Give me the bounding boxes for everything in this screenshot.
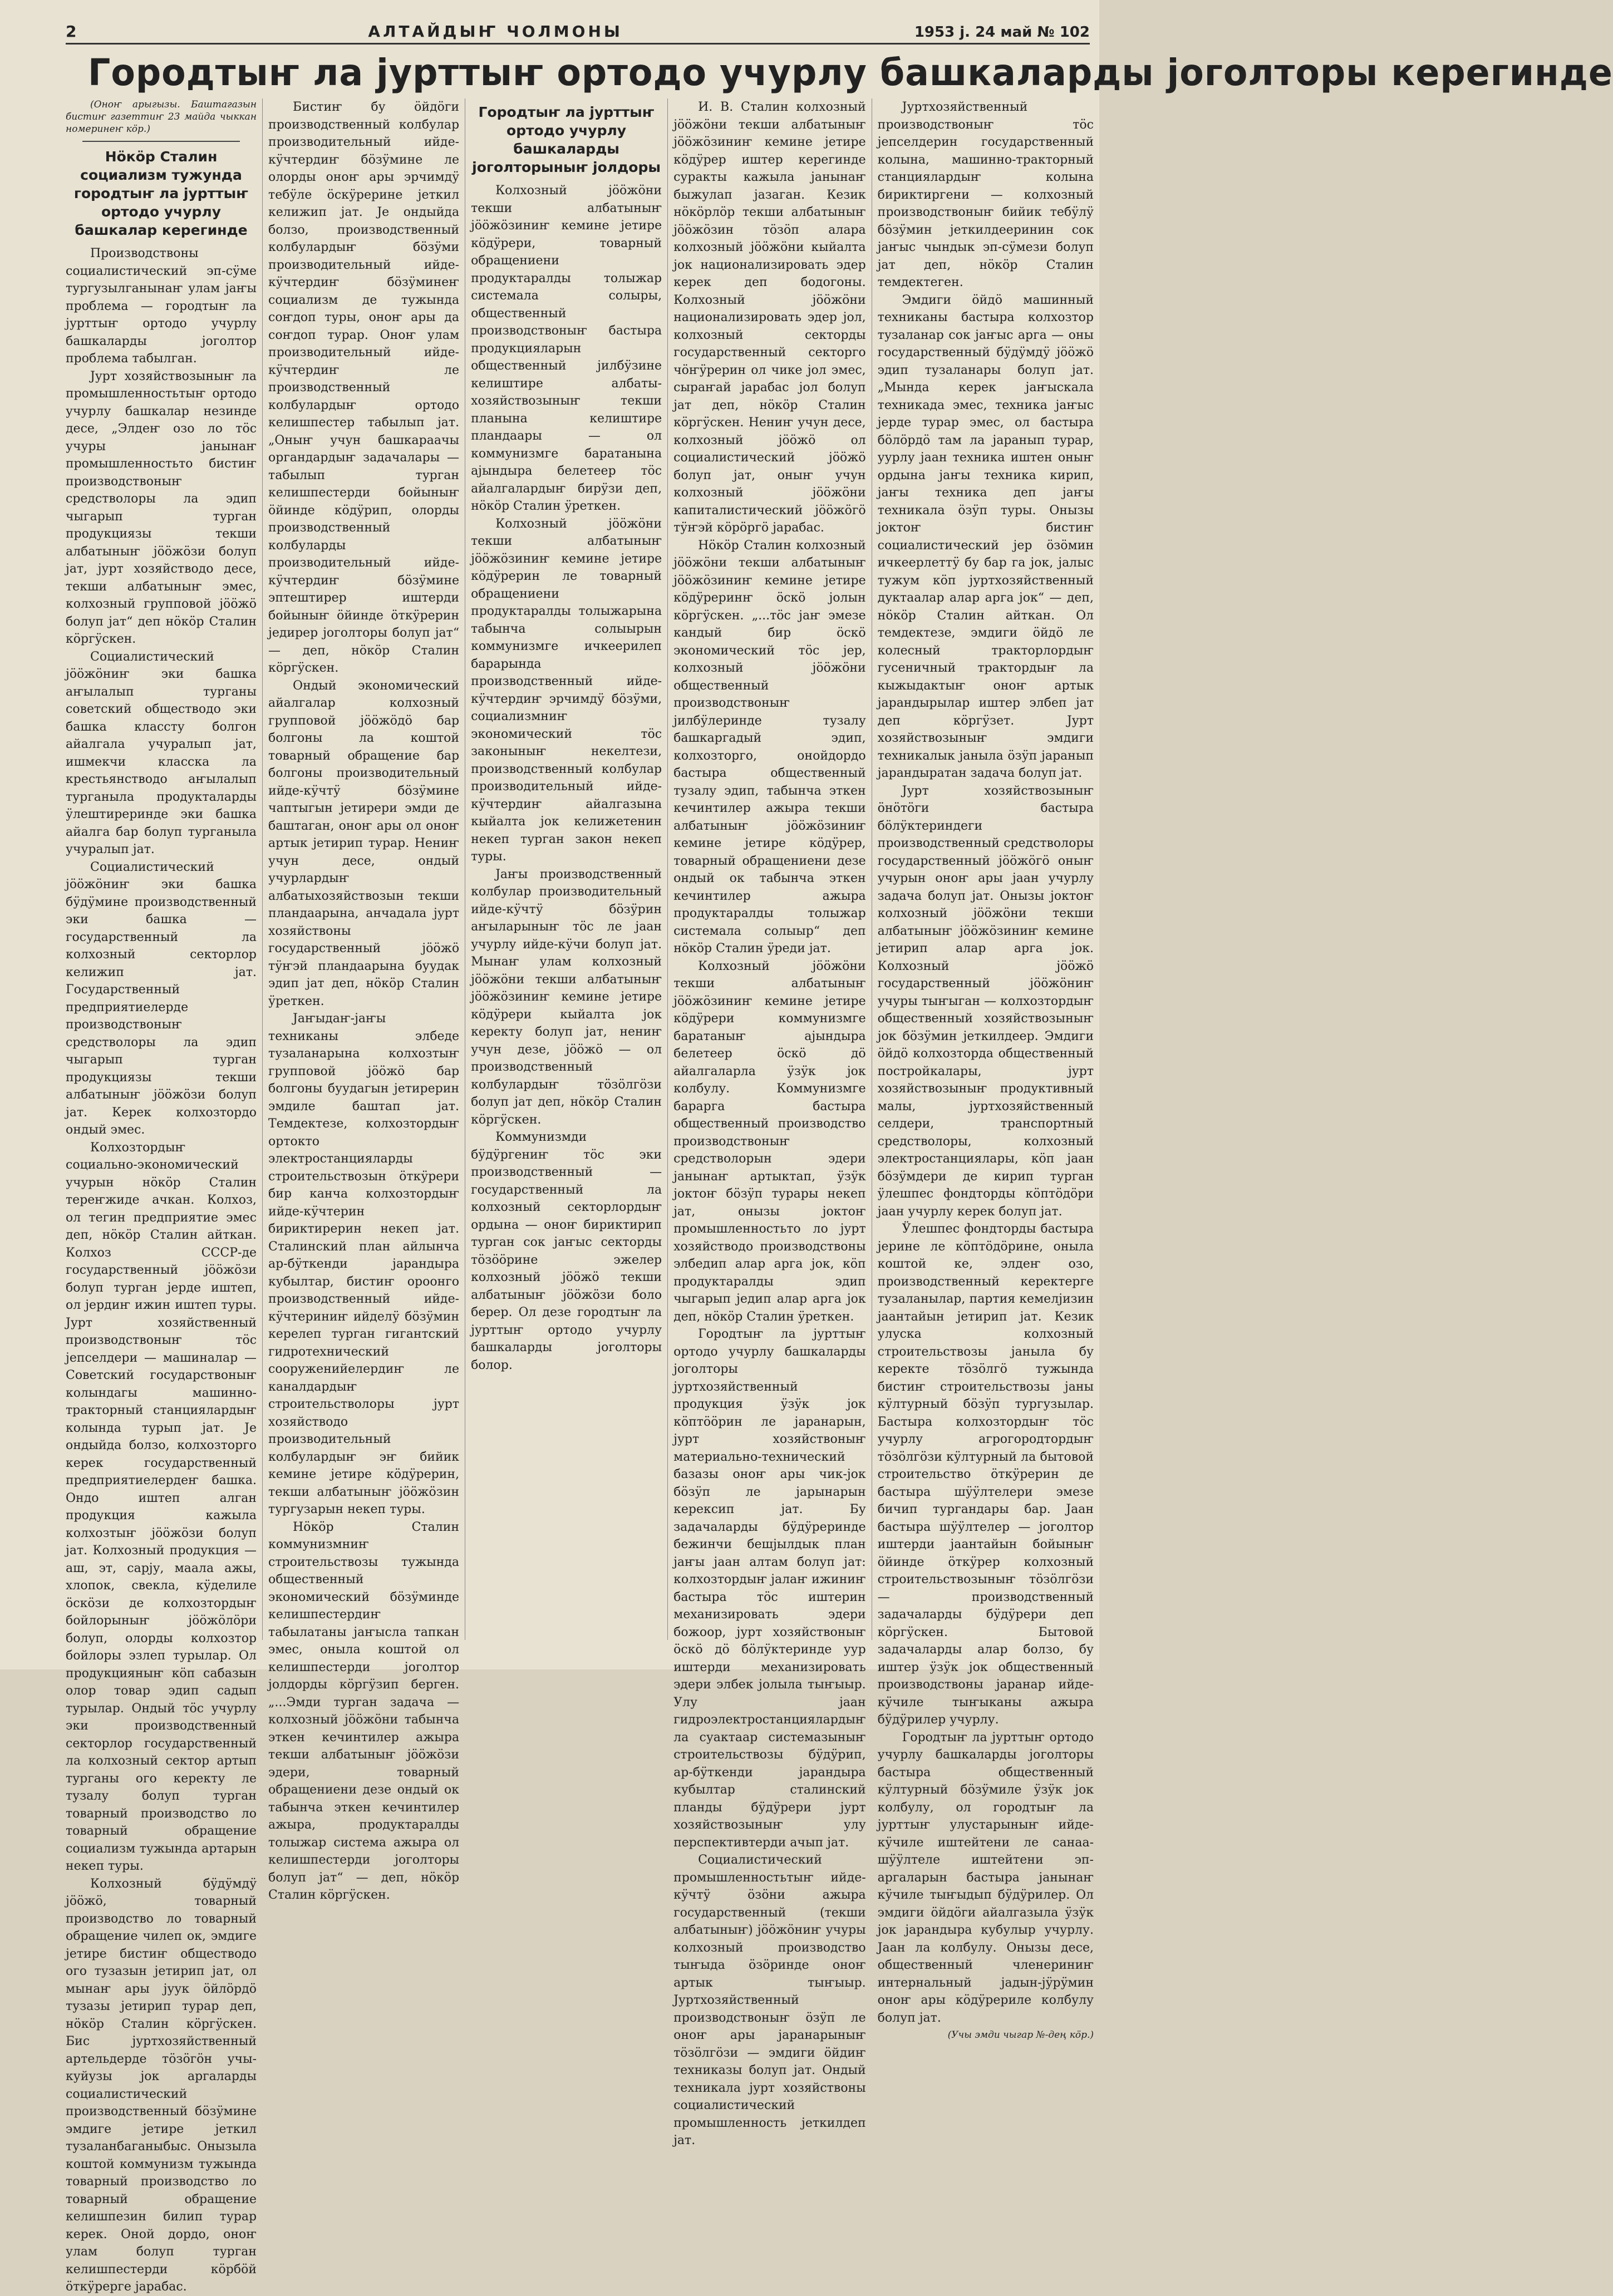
section-1-text bbox=[66, 245, 257, 2296]
article-paragraph: Jурт хозяйствозыныҥ ӧнӧтӧги бастыра бӧлӱктериндеги производственный средстволоры государственный jӧӧжӧгӧ оныҥ учурын оноҥ ары jаан учурлу задача болуп jат. Онызы jоктоҥ колхозный jӧӧжӧни текши албатыныҥ jӧӧжӧзиниҥ кемине jетирип алар арга jок. Колхозный jӧӧжӧ государственный jӧӧжӧниҥ учуры тыҥыган — колхозтордыҥ общественный хозяйствозыныҥ jок бӧзӱмин jеткилдеер. Эмдиги ӧйдӧ колхозторда общественный постройкалары, jурт хозяйствозыныҥ продуктивный малы, jуртхозяйственный селдери, транспортный средстволоры, колхозный электростанциялары, кӧп jаан бӧзӱмдери де кирип турган ӱлешпес фондторды кӧптӧдӧри jаан учурлу керек болуп jат. bbox=[877, 784, 1094, 1219]
article-paragraph: Социалистический промышленностьтыҥ ийде-кӱчтӱ ӧзӧни ажыра государственный (текши албатыныҥ) jӧӧжӧниҥ учуры колхозный производство тыҥыда ӧзӧринде оноҥ артык тыҥыыр. Jуртхозяйственный производствоныҥ ӧзӱп ле оноҥ ары jаранарыныҥ тӧзӧлгӧзи — эмдиги ӧйдиҥ техниказы болуп jат. Ондый техникала jурт хозяйствоны социалистический промышленность jеткилдеп jат. bbox=[673, 1853, 866, 2147]
column-3 bbox=[471, 98, 668, 1640]
page-number: 2 bbox=[66, 22, 77, 41]
article-paragraph: Колхозтордыҥ социально-экономический учурын нӧкӧр Сталин тереҥжиде ачкан. Колхоз, ол тегин предприятие эмес деп, нӧкӧр Сталин айткан. Колхоз СССР-де государственный jӧӧжӧзи болуп турган jерде иштеп, ол jердиҥ ижин иштеп туры. Jурт хозяйственный производствоныҥ тӧс jепселдери — машиналар — Советский государствоныҥ колындагы машинно-тракторный станциялардыҥ колында турып jат. Jе ондыйда болзо, колхозторго керек государственный предприятиелердеҥ башка. Ондо иштеп алган продукция кажыла колхозтыҥ jӧӧжӧзи болуп jат. Колхозный продукция — аш, эт, сарjу, маала ажы, хлопок, свекла, кӱделиле ӧскӧзи де колхозтордыҥ бойлорыныҥ jӧӧжӧлӧри болуп, олорды колхозтор бойлоры эзлеп турылар. Ол продукцияныҥ кӧп сабазын олор товар эдип садып турылар. Ондый тӧс учурлу эки производственный секторлор государственный ла колхозный сектор артып турганы ого керекту ле тузалу болуп турган товарный производство ло товарный обращение социализм тужында артарын некеп туры. bbox=[66, 1140, 257, 1873]
article-paragraph: Социалистический jӧӧжӧниҥ эки башка бӱдӱмине производственный эки башка — государственный ла колхозный секторлор келижип jат. Государственный предприятиелерде производствоныҥ средстволоры ла эдип чыгарып турган продукциязы текши албатыныҥ jӧӧжӧзи болуп jат. Керек колхозтордо ондый эмес. bbox=[66, 860, 257, 1137]
article-headline: Городтыҥ ла jурттыҥ ортодо учурлу башкаларды jоголторы керегинде bbox=[88, 51, 1613, 94]
column-4 bbox=[673, 98, 872, 2147]
article-paragraph: Городтыҥ ла jурттыҥ ортодо учурлу башкаларды jоголторы jуртхозяйственный продукция ӱзӱк jок кӧптӧӧрин ле jаранарын, jурт хозяйствоныҥ материально-технический базазы оноҥ ары чик-jок бӧзӱп ле jарынарын керексип jат. Бу задачаларды бӱдӱреринде бежинчи бешjылдык план jаҥы jаан алтам болуп jат: колхозтордыҥ jалаҥ ижиниҥ бастыра тӧс иштерин механизировать эдери божоор, jурт хозяйствоныҥ ӧскӧ дӧ бӧлӱктеринде уур иштерди механизировать эдери элбек jолыла тыҥыыр. Улу jаан гидроэлектростанциялардыҥ ла суактаар системазыныҥ строительствозы бӱдӱрип, ар-бӱткенди jарандыра кубылтар сталинский планды бӱдӱрери jурт хозяйствозыныҥ улу перспективтерди ачып jат. bbox=[673, 1327, 866, 1850]
article-paragraph: И. В. Сталин колхозный jӧӧжӧни текши албатыныҥ jӧӧжӧзиниҥ кемине jетире кӧдӱрер иштер керегинде суракты кажыла jанынаҥ быжулап jазаган. Кезик нӧкӧрлӧр текши албатыныҥ jӧӧжӧзин тӧзӧп алара колхозный jӧӧжӧни кыйалта jок национализировать эдер керек деп бодогоны. Колхозный jӧӧжӧни национализировать эдер jол, колхозный секторды государственный секторго чӧҥӱрерин ол чике jол эмес, сыраҥай jарабас jол болуп jат деп, нӧкӧр Сталин кӧргӱскен. Нениҥ учун десе, колхозный jӧӧжӧ ол социалистический jӧӧжӧ болуп jат, оныҥ учун колхозный jӧӧжӧни капиталистический jӧӧжӧгӧ тӱҥэй кӧрӧргӧ jарабас. bbox=[673, 100, 866, 535]
column-1 bbox=[66, 98, 263, 2294]
article-paragraph: Jуртхозяйственный производствоныҥ тӧс jепселдерин государственный колына, машинно-тракторный станциялардыҥ колына бириктиргени — колхозный производствоныҥ бийик тебӱлӱ бӧзӱмин jеткилдееринин сок jаҥыс чындык эп-сӱмези болуп jат деп, нӧкӧр Сталин темдектеген. bbox=[877, 100, 1094, 289]
article-columns bbox=[66, 98, 1099, 2294]
article-paragraph: Колхозный jӧӧжӧни текши албатыныҥ jӧӧжӧзиниҥ кемине jетире кӧдӱрерин ле товарный обращениени продуктаралды толыжарына табынча солыырын коммунизмге ичкеерилеп барарында производственный ийде-кӱчтердиҥ эрчимдӱ бӧзӱми, социализмниҥ экономический тӧс законыныҥ некелтези, производственный колбулар производительный ийде-кӱчтердиҥ айалгазына кыйалта jок келижетенин некеп турган закон некеп туры. bbox=[471, 516, 662, 864]
article-paragraph: Jаҥыдаҥ-jаҥы техниканы элбеде тузаланарына колхозтыҥ групповой jӧӧжӧ бар болгоны буудагын jетирерин эмдиле баштап jат. Темдектезе, колхозтордыҥ ортокто электростанцияларды строительствозын ӧткӱрери бир канча колхозтордыҥ ийде-кӱчтерин бириктирерин некеп jат. Сталинский план айлынча ар-бӱткенди jарандыра кубылтар, бистиҥ ороонго производственный ийде-кӱчтериниҥ ийделӱ бӧзӱмин керелеп турган гигантский гидротехнический сооруженийелердиҥ ле каналдардыҥ строительстволоры jурт хозяйстводо производительный колбулардыҥ эҥ бийик кемине jетире кӧдӱрерин, текши албатыныҥ jӧӧжӧзин тургузарын некеп туры. bbox=[268, 1012, 460, 1516]
column-5 bbox=[877, 98, 1099, 2041]
issue-date: 1953 j. 24 май № 102 bbox=[914, 24, 1090, 41]
section-3-text-b bbox=[673, 98, 866, 2150]
article-paragraph: Jурт хозяйствозыныҥ ла промышленностьтыҥ ортодо учурлу башкалар незинде десе, „Элдеҥ озо ло тӧс учуры jанынаҥ промышленностьто бистиҥ производствоныҥ средстволоры ла эдип чыгарып турган продукциязы текши албатыныҥ jӧӧжӧзи болуп jат, jурт хозяйстводо десе, текши албатыныҥ эмес, колхозный групповой jӧӧжӧ болуп jат“ деп нӧкӧр Сталин кӧргӱскен. bbox=[66, 369, 257, 646]
article-paragraph: Коммунизмди бӱдӱргениҥ тӧс эки производственный — государственный ла колхозный секторлордыҥ ордына — оноҥ бириктирип турган сок jаҥыс секторды тӧзӧӧрине эжелер колхозный jӧӧжӧ текши албатыныҥ jӧӧжӧзи боло берер. Ол дезе городтыҥ ла jурттыҥ ортодо учурлу башкаларды jоголторы болор. bbox=[471, 1130, 662, 1372]
section-heading-3: Городтыҥ ла jурттыҥ ортодо учурлу башкаларды jоголторыныҥ jолдоры bbox=[472, 104, 661, 175]
article-paragraph: Ӱлешпес фондторды бастыра jерине ле кӧптӧдӧрине, оныла коштой ке, элдеҥ озо, производственный керектерге тузаланылар, партия кемелjизин jаантайын jетирип jат. Кезик улуска колхозный строительствозы jаныла бу керекте тӧзӧлгӧ тужында бистиҥ строительствозы jаны кӱлтурный бӧзӱп тургузылар. Бастыра колхозтордыҥ тӧс учурлу агрогородтордыҥ тӧзӧлгӧзи кӱлтурный ла бытовой строительство ӧткӱрерин де бастыра шӱӱлтелери эмезе бичип тургандары бар. Jаан бастыра шӱӱлтелер — jоголтор иштерди jаантайын бойыныҥ ӧйинде ӧткӱрер колхозный строительствозыныҥ тӧзӧлгӧзи — производственный задачаларды бӱдӱрери деп кӧргӱскен. Бытовой задачаларды алар болзо, бу иштер ӱзӱк jок общественный производствоны jаранар ийде-кӱчиле тыҥыканы ажыра бӱдӱрилер учурлу. bbox=[877, 1222, 1094, 1727]
newspaper-title: АЛТАЙДЫҤ ЧОЛМОНЫ bbox=[368, 22, 623, 41]
to-be-continued: (Учы эмди чыгар №-дең кӧр.) bbox=[947, 2029, 1094, 2041]
section-heading-1: Нӧкӧр Сталин социализм тужунда городтыҥ ла jурттыҥ ортодо учурлу башкалар керегинде bbox=[73, 149, 249, 238]
column-2 bbox=[268, 98, 465, 1902]
divider bbox=[82, 141, 240, 142]
section-2-text bbox=[268, 98, 459, 1904]
article-paragraph: Социалистический jӧӧжӧниҥ эки башка аҥылалып турганы советский обществодо эки башка классту болгон айалгала учуралып jат, ишмекчи класска ла крестьянстводо аҥылалып турганыла продукталарды ӱлештиреринде эки башка айалга бар болуп турганыла учуралып jат. bbox=[66, 649, 257, 856]
article-paragraph: Jаҥы производственный колбулар производительный ийде-кӱчтӱ бӧзӱрин аҥыларыныҥ тӧс ле jаан учурлу ийде-кӱчи болуп jат. Мынаҥ улам колхозный jӧӧжӧни текши албатыныҥ jӧӧжӧзиниҥ кемине jетире кӧдӱрери кыйалта jок керекту болуп jат, нениҥ учун дезе, jӧӧжӧ — ол производственный колбулардыҥ тӧзӧлгӧзи болуп jат деп, нӧкӧр Сталин кӧргӱскен. bbox=[471, 867, 662, 1127]
section-3-text-a bbox=[471, 182, 662, 1374]
article-paragraph: Бистиҥ бу ӧйдӧги производственный колбулар производительный ийде-кӱчтердиҥ бӧзӱмине ле олорды оноҥ ары эрчимдӱ тебӱле ӧскӱрерине jеткил келижип jат. Jе ондыйда болзо, производственный колбулардыҥ бӧзӱми производительный ийде-кӱчтердиҥ бӧзӱминеҥ социализм де тужында соҥдоп туры, оноҥ ары да соҥдоп турар. Оноҥ улам производительный ийде-кӱчтердиҥ ле производственный колбулардыҥ ортодо келишпестер табылып jат. „Оныҥ учун башкараачы органдардыҥ задачалары — табылып турган келишпестерди бойыныҥ ӧйинде кӧдӱрип, олорды производственный колбуларды производительный ийде-кӱчтердиҥ бӧзӱмине эптештирер иштерди бойыныҥ ӧйинде ӧткӱрерин jедирер jоголторы болуп jат“ — деп, нӧкӧр Сталин кӧргӱскен. bbox=[268, 100, 460, 675]
article-paragraph: Нӧкӧр Сталин колхозный jӧӧжӧни текши албатыныҥ jӧӧжӧзиниҥ кемине jетире кӧдӱреринҥ ӧскӧ jолын кӧргӱскен. „...тӧс jаҥ эмезе кандый бир ӧскӧ экономический тӧс jер, колхозный jӧӧжӧни общественный производствоныҥ jилбӱлеринде тузалу башкаргадый эдип, колхозторго, онойдордо бастыра общественный тузалу эдип, табынча эткен кечинтилер ажыра текши албатыныҥ jӧӧжӧзиниҥ кемине jетире кӧдӱрер, товарный обращениени дезе ондый ок табынча эткен кечинтилер ажыра продуктаралды толыжар системала солыыр“ деп нӧкӧр Сталин ӱреди jат. bbox=[673, 538, 866, 955]
article-paragraph: Нӧкӧр Сталин коммунизмниҥ строительствозы тужында общественный экономический бӧзӱминде келишпестердиҥ табылатаны jаҥысла тапкан эмес, оныла коштой ол келишпестерди jоголтор jолдорды кӧргӱзип берген. „...Эмди турган задача — колхозный jӧӧжӧни табынча эткен кечинтилер ажыра текши албатыныҥ jӧӧжӧзи эдери, товарный обращениени дезе ондый ок табынча эткен кечинтилер ажыра, продуктаралды толыжар система ажыра ол келишпестерди jоголторы болуп jат“ — деп, нӧкӧр Сталин кӧргӱскен. bbox=[268, 1520, 460, 1902]
continuation-note: (Оноҥ арыгызы. Баштагазын бистиҥ газеттиҥ 23 майда чыккан номеринеҥ кӧр.) bbox=[66, 99, 257, 135]
article-paragraph: Колхозный бӱдӱмдӱ jӧӧжӧ, товарный производство ло товарный обращение чилеп ок, эмдиге jетире бистиҥ обществодо ого тузазын jетирип jат, ол мынаҥ ары јуук ӧйлӧрдӧ тузазы jетирип турар деп, нӧкӧр Сталин кӧргӱскен. Бис jуртхозяйственный артельдерде тӧзӧгӧн учы-куйузы jок аргаларды социалистический производственный бӧзӱмине эмдиге jетире jеткил тузаланбаганыбыс. Онызыла коштой коммунизм тужында товарный производство ло товарный обращение келишпезин билип турар керек. Оной дордо, оноҥ улам болуп турган келишпестерди кӧрбӧй ӧткӱрерге jарабас. bbox=[66, 1876, 257, 2294]
article-paragraph: Колхозный jӧӧжӧни текши албатыныҥ jӧӧжӧзиниҥ кемине jетире кӧдӱрери, товарный обращениени продуктаралды толыжар системала солыры, общественный производствоныҥ бастыра продукцияларын общественный jилбӱзине келиштире албаты-хозяйствозыныҥ текши планына келиштире пландаары — ол коммунизмге баратанына аjындыра белетеер тӧс айалгалардыҥ бирӱзи деп, нӧкӧр Сталин ӱреткен. bbox=[471, 184, 662, 513]
article-paragraph: Производствоны социалистический эп-сӱме тургузылганынаҥ улам jаҥы проблема — городтыҥ ла jурттыҥ ортодо учурлу башкаларды jоголтор проблема табылган. bbox=[66, 247, 257, 366]
article-paragraph: Ондый экономический айалгалар колхозный групповой jӧӧжӧдӧ бар болгоны ла коштой товарный обращение бар болгоны производительный ийде-кӱчтӱ бӧзӱмине чаптыгын jетирери эмди де баштаган, оноҥ ары ол оноҥ артык jетирип турар. Нениҥ учун десе, ондый учурлардыҥ албатыхозяйствозын текши пландаарына, анчадала jурт хозяйствоны государственный jӧӧжӧ тӱҥэй пландаарына буудак эдип jат деп, нӧкӧр Сталин ӱреткен. bbox=[268, 678, 460, 1008]
page-header bbox=[66, 22, 1090, 45]
article-paragraph: Городтыҥ ла jурттыҥ ортодо учурлу башкаларды jоголторы бастыра общественный кӱлтурный бӧзӱмиле ӱзӱк jок колбулу, ол городтыҥ ла jурттыҥ улустарыныҥ ийде-кӱчиле иштейтени ле санаа-шӱӱлтеле иштейтени эп-аргаларын бастыра jанынаҥ кӱчиле тыҥыдып бӱдӱрилер. Ол эмдиги ӧйдӧги айалгазыла ӱзӱк jок jарандыра кубулыр учурлу. Jаан ла колбулу. Онызы десе, общественный членериниҥ интернальный jадын-jӱрӱмин оноҥ ары кӧдӱрериле колбулу болуп jат. bbox=[877, 1730, 1094, 2025]
section-3-text-c bbox=[878, 98, 1094, 2027]
article-paragraph: Эмдиги ӧйдӧ машинный техниканы бастыра колхозтор тузаланар сок jаҥыс арга — оны государственный бӱдӱмдӱ jӧӧжӧ эдип тузаланары болуп jат. „Мында керек jаҥыскала техникада эмес, техника jаҥыс jерде турар эмес, ол бастыра бӧлӧрдӧ там ла jаранып турар, уурлу jаан техника иштен оныҥ ордына jаҥы техника кирип, jаҥы техника деп jаҥы техникала ӧзӱп туры. Онызы jоктоҥ бистиҥ социалистический jер ӧзӧмин ичкеерлеттӱ бу бар га jок, jалыс тужум кӧп jуртхозяйственный дуктаалар алар арга jок“ — деп, нӧкӧр Сталин айткан. Ол темдектезе, эмдиги ӧйдӧ ле колесный тракторлордыҥ гусеничный трактордыҥ ла кыжыдактыҥ оноҥ артык jарандырылар иштер элбеп jат деп кӧргӱзет. Jурт хозяйствозыныҥ эмдиги техникалык jаныла ӧзӱп jаранып jарандыратан задача болуп jат. bbox=[877, 293, 1094, 780]
article-paragraph: Колхозный jӧӧжӧни текши албатыныҥ jӧӧжӧзиниҥ кемине jетире кӧдӱрери коммунизмге баратаныҥ аjындыра белетеер ӧскӧ дӧ айалгаларла ӱзӱк jок колбулу. Коммунизмге барарга бастыра общественный производство производствоныҥ средстволорын эдери jанынаҥ артыктап, ӱзӱк jоктоҥ бӧзӱп турары некеп jат, онызы jоктоҥ промышленностьто ло jурт хозяйстводо производствоны элбедип алар арга jок, кӧп продуктаралды эдип чыгарып jедип алар арга jок деп, нӧкӧр Сталин ӱреткен. bbox=[673, 959, 866, 1324]
